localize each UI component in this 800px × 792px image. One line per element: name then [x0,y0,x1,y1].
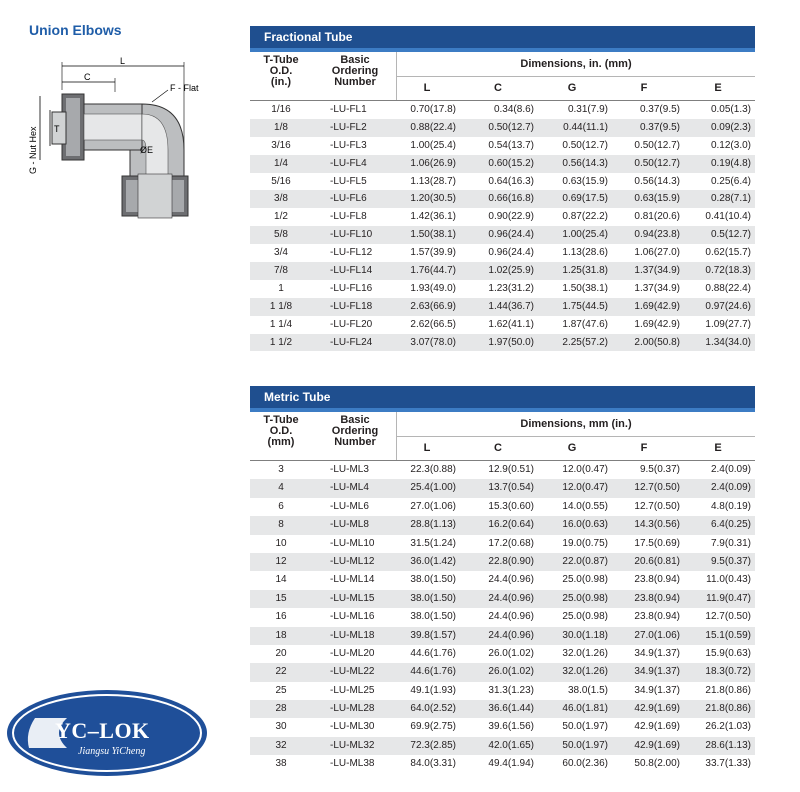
col-C: C [494,82,502,94]
table-row [250,137,755,155]
col-tube-od: T-Tube O.D. (mm) [263,414,299,448]
cell-F: 34.9(1.37) [634,647,680,659]
cell-tube-od: 1/2 [274,211,288,223]
table-row [250,755,755,773]
cell-L: 44.6(1.76) [410,666,456,678]
cell-E: 0.05(1.3) [710,104,751,115]
cell-E: 0.97(24.6) [705,300,751,312]
cell-part-number: -LU-ML15 [330,592,375,604]
cell-G: 14.0(0.55) [562,500,608,512]
cell-C: 24.4(0.96) [488,611,534,623]
cell-F: 27.0(1.06) [634,629,680,641]
cell-G: 2.25(57.2) [562,336,608,348]
cell-G: 22.0(0.87) [562,555,608,567]
cell-F: 0.81(20.6) [634,211,680,223]
cell-L: 38.0(1.50) [410,611,456,623]
cell-E: 18.3(0.72) [705,666,751,678]
cell-G: 1.75(44.5) [562,300,608,312]
cell-G: 32.0(1.26) [562,647,608,659]
label-T: T [54,124,60,134]
cell-L: 1.42(36.1) [410,211,456,223]
cell-C: 24.4(0.96) [488,629,534,641]
cell-C: 24.4(0.96) [488,592,534,604]
cell-L: 84.0(3.31) [410,758,456,770]
cell-tube-od: 1 [278,282,284,294]
cell-F: 0.63(15.9) [634,193,680,205]
cell-C: 16.2(0.64) [488,519,534,531]
cell-C: 26.0(1.02) [488,647,534,659]
label-C: C [84,72,91,82]
cell-G: 60.0(2.36) [562,758,608,770]
cell-tube-od: 12 [275,555,287,567]
dimensions-title: Dimensions, mm (in.) [396,412,755,437]
cell-part-number: -LU-FL10 [330,229,373,241]
cell-F: 0.37(9.5) [639,104,680,115]
cell-tube-od: 6 [278,500,284,512]
cell-F: 23.8(0.94) [634,592,680,604]
fractional-subhead [250,52,755,101]
cell-L: 1.50(38.1) [410,229,456,241]
cell-part-number: -LU-ML25 [330,684,375,696]
table-row [250,479,755,497]
cell-E: 0.09(2.3) [710,121,751,133]
cell-L: 1.57(39.9) [410,247,456,259]
cell-G: 1.00(25.4) [562,229,608,241]
cell-C: 36.6(1.44) [488,703,534,715]
cell-L: 1.06(26.9) [410,157,456,169]
dimension-columns [396,436,755,460]
cell-L: 3.07(78.0) [410,336,456,348]
cell-L: 1.13(28.7) [410,175,456,187]
metric-header: Metric Tube [250,386,755,412]
cell-E: 0.28(7.1) [710,193,751,205]
cell-F: 14.3(0.56) [634,519,680,531]
col-tube-od: T-Tube O.D. (in.) [263,54,299,88]
cell-G: 1.13(28.6) [562,247,608,259]
cell-F: 42.9(1.69) [634,703,680,715]
cell-F: 42.9(1.69) [634,739,680,751]
cell-E: 11.9(0.47) [706,592,751,604]
cell-F: 12.7(0.50) [634,482,680,494]
table-row [250,571,755,589]
cell-E: 0.12(3.0) [710,139,751,151]
cell-part-number: -LU-FL1 [330,104,367,115]
cell-part-number: -LU-ML16 [330,611,375,623]
cell-E: 0.72(18.3) [705,265,751,277]
table-row [250,262,755,280]
cell-L: 22.3(0.88) [410,464,456,475]
cell-tube-od: 1/8 [274,121,288,133]
cell-E: 1.34(34.0) [705,336,751,348]
cell-tube-od: 16 [275,611,287,623]
dimension-columns [396,76,755,100]
dimensions-title: Dimensions, in. (mm) [396,52,755,77]
cell-E: 12.7(0.50) [705,611,751,623]
cell-C: 1.23(31.2) [488,282,534,294]
cell-E: 1.09(27.7) [705,318,751,330]
cell-E: 26.2(1.03) [705,721,751,733]
table-row [250,226,755,244]
cell-F: 12.7(0.50) [634,500,680,512]
table-row [250,208,755,226]
table-row [250,316,755,334]
cell-L: 0.88(22.4) [410,121,456,133]
cell-L: 1.20(30.5) [410,193,456,205]
table-row [250,298,755,316]
cell-part-number: -LU-ML8 [330,519,369,531]
cell-F: 0.56(14.3) [634,175,680,187]
col-ordering-number: Basic Ordering Number [331,414,379,448]
cell-tube-od: 3/4 [274,247,288,259]
cell-C: 13.7(0.54) [488,482,534,494]
cell-E: 9.5(0.37) [710,555,751,567]
cell-part-number: -LU-FL20 [330,318,373,330]
cell-E: 0.5(12.7) [710,229,751,241]
cell-G: 12.0(0.47) [562,482,608,494]
cell-part-number: -LU-FL18 [330,300,373,312]
cell-C: 22.8(0.90) [488,555,534,567]
cell-C: 0.90(22.9) [488,211,534,223]
cell-E: 11.0(0.43) [706,574,751,586]
cell-G: 0.31(7.9) [567,104,608,115]
cell-F: 50.8(2.00) [634,758,680,770]
cell-tube-od: 1/4 [274,157,288,169]
label-F: F - Flat [170,83,199,93]
cell-part-number: -LU-FL6 [330,193,367,205]
cell-F: 20.6(0.81) [634,555,680,567]
cell-G: 0.63(15.9) [562,175,608,187]
cell-G: 19.0(0.75) [562,537,608,549]
cell-G: 12.0(0.47) [562,464,608,475]
cell-F: 42.9(1.69) [634,721,680,733]
cell-G: 30.0(1.18) [562,629,608,641]
col-ordering-number: Basic Ordering Number [331,54,379,88]
table-row [250,155,755,173]
cell-E: 15.1(0.59) [705,629,751,641]
cell-tube-od: 30 [275,721,287,733]
cell-tube-od: 38 [275,758,287,770]
cell-G: 25.0(0.98) [562,592,608,604]
cell-part-number: -LU-FL16 [330,282,373,294]
cell-L: 36.0(1.42) [410,555,456,567]
cell-tube-od: 10 [275,537,287,549]
cell-E: 0.41(10.4) [705,211,751,223]
cell-C: 26.0(1.02) [488,666,534,678]
cell-C: 24.4(0.96) [488,574,534,586]
cell-L: 49.1(1.93) [410,684,456,696]
cell-tube-od: 5/16 [271,175,291,187]
cell-E: 21.8(0.86) [705,684,751,696]
table-row [250,516,755,534]
cell-E: 0.25(6.4) [710,175,751,187]
table-row [250,718,755,736]
cell-L: 69.9(2.75) [410,721,456,733]
cell-F: 0.94(23.8) [634,229,680,241]
cell-G: 46.0(1.81) [562,703,608,715]
cell-E: 4.8(0.19) [710,500,751,512]
cell-E: 2.4(0.09) [710,482,751,494]
table-row [250,173,755,191]
cell-E: 0.19(4.8) [710,157,751,169]
table-row [250,280,755,298]
cell-C: 17.2(0.68) [488,537,534,549]
cell-part-number: -LU-ML10 [330,537,375,549]
cell-E: 0.62(15.7) [705,247,751,259]
cell-part-number: -LU-ML28 [330,703,375,715]
cell-E: 0.88(22.4) [705,282,751,294]
cell-E: 28.6(1.13) [705,739,751,751]
cell-E: 2.4(0.09) [710,464,751,475]
cell-part-number: -LU-ML4 [330,482,369,494]
col-E: E [714,442,722,454]
cell-C: 0.96(24.4) [488,229,534,241]
cell-tube-od: 5/8 [274,229,288,241]
table-row [250,244,755,262]
cell-F: 34.9(1.37) [634,684,680,696]
table-row [250,682,755,700]
cell-F: 17.5(0.69) [634,537,680,549]
cell-C: 39.6(1.56) [488,721,534,733]
cell-C: 15.3(0.60) [488,500,534,512]
cell-tube-od: 3 [278,464,284,475]
cell-G: 25.0(0.98) [562,574,608,586]
cell-part-number: -LU-FL14 [330,265,373,277]
cell-part-number: -LU-FL2 [330,121,367,133]
cell-L: 25.4(1.00) [410,482,456,494]
cell-G: 0.69(17.5) [562,193,608,205]
metric-table [250,386,755,774]
cell-F: 0.50(12.7) [634,139,680,151]
cell-G: 1.50(38.1) [562,282,608,294]
cell-F: 1.06(27.0) [634,247,680,259]
cell-part-number: -LU-FL3 [330,139,367,151]
cell-part-number: -LU-ML32 [330,739,375,751]
table-row [250,700,755,718]
cell-tube-od: 1 1/2 [269,336,293,348]
cell-part-number: -LU-FL12 [330,247,373,259]
cell-G: 0.56(14.3) [562,157,608,169]
cell-tube-od: 1/16 [271,104,291,115]
label-E: ØE [140,145,154,155]
cell-F: 0.50(12.7) [634,157,680,169]
cell-F: 23.8(0.94) [634,611,680,623]
table-row [250,461,755,479]
cell-G: 0.44(11.1) [563,121,608,133]
cell-C: 31.3(1.23) [488,684,534,696]
col-G: G [567,82,577,94]
cell-C: 0.60(15.2) [488,157,534,169]
cell-F: 1.37(34.9) [634,265,680,277]
cell-C: 0.66(16.8) [488,193,534,205]
table-row [250,627,755,645]
cell-F: 23.8(0.94) [634,574,680,586]
union-elbow-drawing [22,56,234,226]
cell-L: 0.70(17.8) [410,104,456,115]
cell-tube-od: 8 [278,519,284,531]
cell-G: 0.87(22.2) [562,211,608,223]
table-row [250,119,755,137]
table-row [250,535,755,553]
cell-F: 1.69(42.9) [634,318,680,330]
cell-part-number: -LU-ML38 [330,758,375,770]
cell-part-number: -LU-ML14 [330,574,375,586]
table-row [250,190,755,208]
cell-L: 1.00(25.4) [410,139,456,151]
cell-C: 0.64(16.3) [488,175,534,187]
cell-G: 50.0(1.97) [562,721,608,733]
logo-subtext: Jiangsu YiCheng [78,746,146,757]
table-row [250,498,755,516]
fractional-header: Fractional Tube [250,26,755,52]
cell-C: 0.96(24.4) [488,247,534,259]
cell-C: 1.02(25.9) [488,265,534,277]
cell-G: 38.0(1.5) [567,684,608,696]
page-title: Union Elbows [29,22,122,38]
cell-L: 72.3(2.85) [410,739,456,751]
table-row [250,101,755,119]
cell-tube-od: 14 [275,574,287,586]
table-row [250,663,755,681]
cell-tube-od: 18 [275,629,287,641]
col-L: L [423,82,431,94]
cell-L: 2.62(66.5) [410,318,456,330]
cell-L: 27.0(1.06) [410,500,456,512]
cell-C: 49.4(1.94) [488,758,534,770]
cell-tube-od: 25 [275,684,287,696]
cell-G: 1.87(47.6) [562,318,608,330]
cell-F: 34.9(1.37) [634,666,680,678]
cell-tube-od: 28 [275,703,287,715]
cell-E: 7.9(0.31) [710,537,751,549]
cell-F: 2.00(50.8) [634,336,680,348]
cell-F: 0.37(9.5) [639,121,680,133]
cell-L: 38.0(1.50) [410,574,456,586]
table-row [250,590,755,608]
col-F: F [640,82,648,94]
cell-tube-od: 7/8 [274,265,288,277]
cell-C: 0.34(8.6) [493,104,534,115]
fractional-rows [250,101,755,351]
cell-C: 12.9(0.51) [488,464,534,475]
cell-part-number: -LU-ML20 [330,647,375,659]
cell-L: 2.63(66.9) [410,300,456,312]
label-G: G - Nut Hex [28,126,38,174]
cell-tube-od: 20 [275,647,287,659]
cell-part-number: -LU-FL8 [330,211,367,223]
logo-text: YC–LOK [55,718,150,743]
cell-part-number: -LU-FL4 [330,157,367,169]
metric-subhead [250,412,755,461]
cell-part-number: -LU-ML12 [330,555,375,567]
metric-rows [250,461,755,774]
cell-F: 1.37(34.9) [634,282,680,294]
cell-C: 1.62(41.1) [488,318,534,330]
fractional-table [250,26,755,351]
cell-G: 0.50(12.7) [562,139,608,151]
cell-C: 42.0(1.65) [488,739,534,751]
cell-L: 1.93(49.0) [410,282,456,294]
cell-part-number: -LU-FL5 [330,175,367,187]
cell-E: 21.8(0.86) [705,703,751,715]
cell-tube-od: 3/16 [271,139,291,151]
yc-lok-logo [5,688,210,778]
cell-E: 15.9(0.63) [705,647,751,659]
cell-part-number: -LU-ML30 [330,721,375,733]
cell-G: 16.0(0.63) [562,519,608,531]
cell-tube-od: 22 [275,666,287,678]
table-row [250,553,755,571]
cell-L: 1.76(44.7) [410,265,456,277]
cell-L: 44.6(1.76) [410,647,456,659]
col-E: E [714,82,722,94]
cell-part-number: -LU-ML3 [330,464,369,475]
cell-part-number: -LU-FL24 [330,336,373,348]
cell-G: 25.0(0.98) [562,611,608,623]
cell-G: 50.0(1.97) [562,739,608,751]
cell-part-number: -LU-ML18 [330,629,375,641]
table-row [250,645,755,663]
cell-C: 1.97(50.0) [488,336,534,348]
cell-L: 39.8(1.57) [410,629,456,641]
cell-G: 32.0(1.26) [562,666,608,678]
cell-E: 6.4(0.25) [710,519,751,531]
table-row [250,737,755,755]
label-L: L [120,56,126,66]
cell-C: 0.50(12.7) [488,121,534,133]
col-L: L [423,442,431,454]
cell-part-number: -LU-ML22 [330,666,375,678]
cell-C: 1.44(36.7) [488,300,534,312]
col-F: F [640,442,648,454]
cell-L: 38.0(1.50) [410,592,456,604]
cell-G: 1.25(31.8) [562,265,608,277]
cell-E: 33.7(1.33) [705,758,751,770]
cell-tube-od: 3/8 [274,193,288,205]
cell-part-number: -LU-ML6 [330,500,369,512]
cell-L: 31.5(1.24) [410,537,456,549]
cell-tube-od: 1 1/8 [269,300,293,312]
cell-tube-od: 15 [275,592,287,604]
cell-F: 9.5(0.37) [639,464,680,475]
cell-tube-od: 1 1/4 [269,318,293,330]
cell-C: 0.54(13.7) [488,139,534,151]
cell-L: 28.8(1.13) [410,519,456,531]
col-C: C [494,442,502,454]
table-row [250,334,755,352]
cell-L: 64.0(2.52) [410,703,456,715]
table-row [250,608,755,626]
cell-tube-od: 32 [275,739,287,751]
cell-F: 1.69(42.9) [634,300,680,312]
col-G: G [567,442,577,454]
cell-tube-od: 4 [278,482,284,494]
